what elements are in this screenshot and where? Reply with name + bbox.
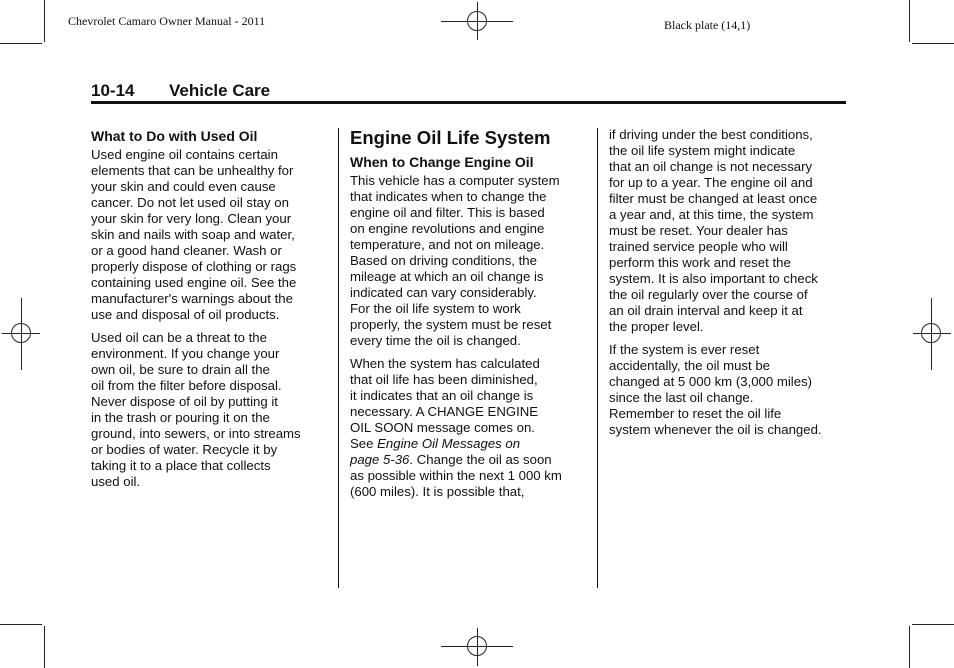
header-rule — [91, 101, 846, 104]
registration-circle — [467, 636, 487, 656]
registration-circle — [467, 11, 487, 31]
section-title: Vehicle Care — [169, 81, 271, 100]
plate-slug: Black plate (14,1) — [664, 18, 751, 32]
column-divider — [597, 128, 598, 588]
page-number: 10-14 — [91, 81, 135, 100]
paragraph: Used engine oil contains certain elements that can be unhealthy for your skin and could even cause cancer. Do not let used oil stay on your skin for very long. Clean your skin and nails with soap and water, or a good hand cleaner. Wash or properly dispose of clothing or rags containing used engine oil. See the manufacturer's warnings about the use and disposal of oil products. — [91, 147, 297, 322]
column-3 — [609, 127, 849, 445]
crop-mark-bottom-left-v — [44, 626, 45, 668]
crop-mark-top-right-v — [909, 0, 910, 42]
registration-circle — [921, 323, 941, 343]
crop-mark-top-right-h — [912, 43, 954, 44]
column-divider — [338, 128, 339, 588]
crop-mark-bottom-left-h — [0, 624, 42, 625]
column-1 — [91, 127, 327, 497]
registration-circle — [11, 323, 31, 343]
crop-mark-top-left-v — [44, 0, 45, 42]
document-slug: Chevrolet Camaro Owner Manual - 2011 — [68, 14, 266, 28]
text-run: . Change the oil as soon as possible within the next 1 000 km (600 miles). It is possible that, — [350, 452, 562, 499]
paragraph — [350, 356, 590, 500]
running-head — [91, 81, 845, 101]
crop-mark-top-left-h — [0, 43, 42, 44]
subheading-used-oil: What to Do with Used Oil — [91, 128, 258, 144]
crop-mark-bottom-right-v — [909, 626, 910, 668]
section-heading: Engine Oil Life System — [350, 127, 551, 148]
paragraph: If the system is ever reset accidentally, the oil must be changed at 5 000 km (3,000 miles) since the last oil change. Remember to reset the oil life system whenever the oil is changed. — [609, 342, 822, 437]
subheading-when-to-change: When to Change Engine Oil — [350, 154, 534, 170]
paragraph: Used oil can be a threat to the environment. If you change your own oil, be sure to drain all the oil from the filter before disposal. Never dispose of oil by putting it in the trash or pouring it on the ground, into sewers, or into streams or bodies of water. Recycle it by taking it to a place that collects used oil. — [91, 330, 301, 489]
text-run: When the system has calculated that oil life has been diminished, it indicates that an oil change is necessary. A CHANGE ENGINE OIL SOON message comes on. See — [350, 356, 540, 451]
column-2 — [350, 127, 590, 507]
crop-mark-bottom-right-h — [912, 624, 954, 625]
paragraph: if driving under the best conditions, the oil life system might indicate that an oil change is not necessary for up to a year. The engine oil and filter must be changed at least once a year and, at this time, the system must be reset. Your dealer has trained service people who will perform this work and reset the system. It is also important to check the oil regularly over the course of an oil drain interval and keep it at the proper level. — [609, 127, 818, 334]
cross-reference-link[interactable]: Engine Oil Messages on page 5-36 — [350, 436, 521, 467]
paragraph: This vehicle has a computer system that indicates when to change the engine oil and filter. This is based on engine revolutions and engine temperature, and not on mileage. Based on driving conditions, the mileage at which an oil change is indicated can vary considerably. For the oil life system to work properly, the system must be reset every time the oil is changed. — [350, 173, 560, 348]
